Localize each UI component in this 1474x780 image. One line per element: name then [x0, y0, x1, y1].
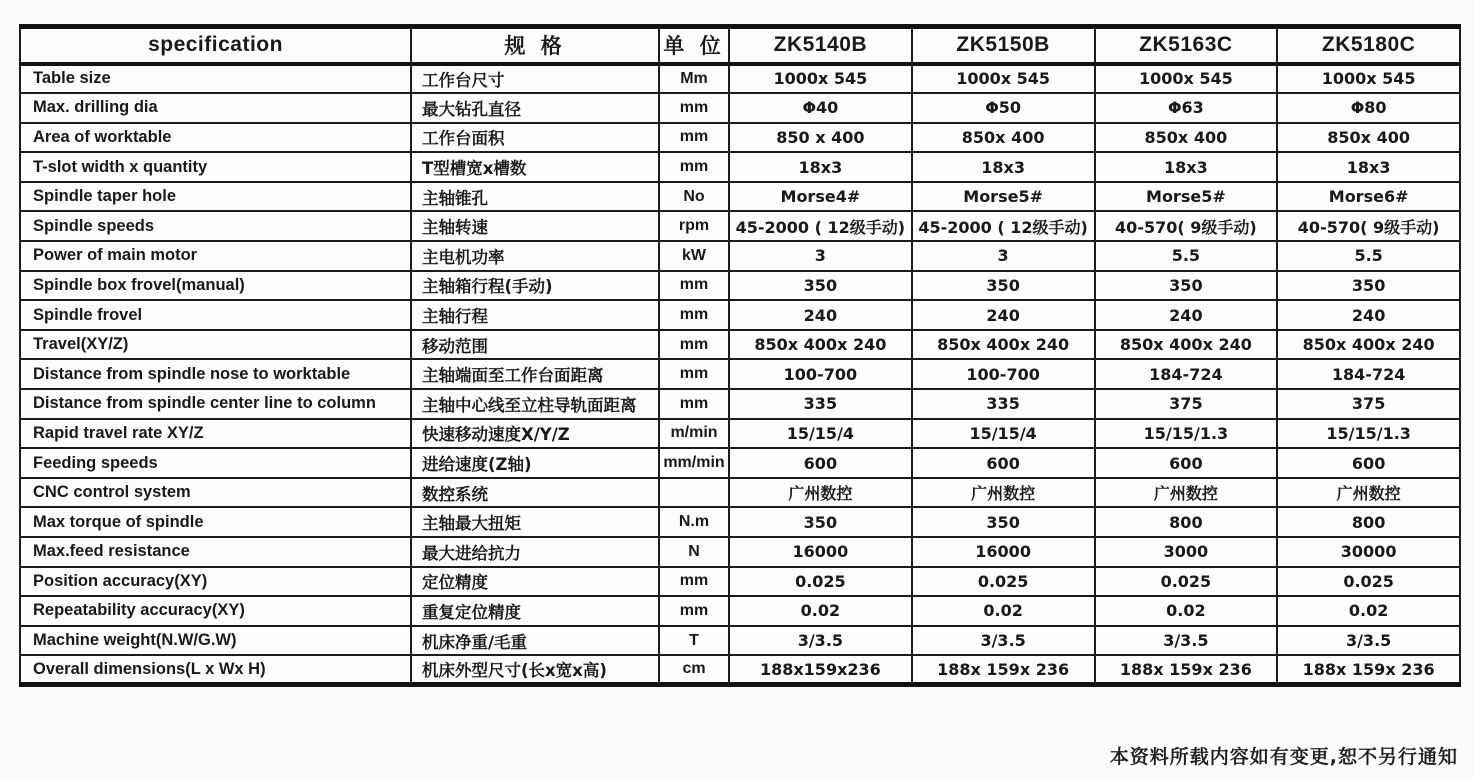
spec-name-en-cell: Max. drilling dia — [20, 93, 411, 123]
unit-cell — [659, 478, 729, 508]
column-header-unit: 单 位 — [659, 27, 729, 64]
column-header-model-1: ZK5140B — [729, 27, 912, 64]
value-cell: 850 x 400 — [729, 123, 912, 153]
value-cell: Φ50 — [912, 93, 1095, 123]
value-cell: 100-700 — [912, 359, 1095, 389]
value-cell: 0.025 — [912, 567, 1095, 597]
value-cell: 18x3 — [1095, 152, 1278, 182]
value-cell: 18x3 — [729, 152, 912, 182]
value-cell: 800 — [1277, 507, 1460, 537]
value-cell: 0.025 — [1277, 567, 1460, 597]
value-cell: Morse4# — [729, 182, 912, 212]
table-header-row — [20, 27, 1460, 64]
value-cell: 350 — [729, 507, 912, 537]
table-row — [20, 211, 1460, 241]
value-cell: 600 — [729, 448, 912, 478]
unit-cell: Mm — [659, 64, 729, 94]
spec-name-cn-cell: 主轴锥孔 — [411, 182, 659, 212]
table-row — [20, 419, 1460, 449]
table-row — [20, 567, 1460, 597]
table-row — [20, 507, 1460, 537]
value-cell: 18x3 — [1277, 152, 1460, 182]
spec-name-cn-cell: 主轴行程 — [411, 300, 659, 330]
spec-name-en-cell: Rapid travel rate XY/Z — [20, 419, 411, 449]
value-cell: 45-2000 ( 12级手动) — [912, 211, 1095, 241]
value-cell: 5.5 — [1277, 241, 1460, 271]
spec-name-en-cell: Machine weight(N.W/G.W) — [20, 626, 411, 656]
spec-name-en-cell: Repeatability accuracy(XY) — [20, 596, 411, 626]
value-cell: 850x 400 — [1277, 123, 1460, 153]
spec-name-cn-cell: 主轴最大扭矩 — [411, 507, 659, 537]
value-cell: 16000 — [729, 537, 912, 567]
table-row — [20, 93, 1460, 123]
table-head — [20, 27, 1460, 64]
value-cell: 广州数控 — [729, 478, 912, 508]
unit-cell: N — [659, 537, 729, 567]
spec-name-cn-cell: 快速移动速度X/Y/Z — [411, 419, 659, 449]
value-cell: 850x 400x 240 — [729, 330, 912, 360]
value-cell: 1000x 545 — [729, 64, 912, 94]
value-cell: 18x3 — [912, 152, 1095, 182]
spec-name-cn-cell: 工作台尺寸 — [411, 64, 659, 94]
value-cell: 15/15/4 — [729, 419, 912, 449]
spec-name-cn-cell: 进给速度(Z轴) — [411, 448, 659, 478]
value-cell: 3 — [729, 241, 912, 271]
value-cell: 850x 400x 240 — [1095, 330, 1278, 360]
value-cell: 850x 400x 240 — [1277, 330, 1460, 360]
spec-name-cn-cell: T型槽宽x槽数 — [411, 152, 659, 182]
specification-table — [19, 24, 1461, 687]
unit-cell: mm — [659, 123, 729, 153]
spec-name-en-cell: Distance from spindle center line to column — [20, 389, 411, 419]
value-cell: 350 — [912, 507, 1095, 537]
unit-cell: mm — [659, 271, 729, 301]
value-cell: 240 — [1277, 300, 1460, 330]
value-cell: Φ40 — [729, 93, 912, 123]
value-cell: 1000x 545 — [912, 64, 1095, 94]
table-row — [20, 389, 1460, 419]
unit-cell: cm — [659, 655, 729, 685]
value-cell: 3 — [912, 241, 1095, 271]
column-header-spec-cn: 规 格 — [411, 27, 659, 64]
table-row — [20, 537, 1460, 567]
spec-name-en-cell: Max torque of spindle — [20, 507, 411, 537]
table-row — [20, 596, 1460, 626]
table-row — [20, 359, 1460, 389]
spec-name-en-cell: Area of worktable — [20, 123, 411, 153]
value-cell: 240 — [1095, 300, 1278, 330]
value-cell: 350 — [1095, 271, 1278, 301]
unit-cell: mm — [659, 330, 729, 360]
table-row — [20, 182, 1460, 212]
spec-name-en-cell: Table size — [20, 64, 411, 94]
unit-cell: kW — [659, 241, 729, 271]
value-cell: 广州数控 — [1277, 478, 1460, 508]
unit-cell: mm — [659, 93, 729, 123]
value-cell: 600 — [912, 448, 1095, 478]
unit-cell: mm — [659, 567, 729, 597]
spec-name-en-cell: Spindle frovel — [20, 300, 411, 330]
column-header-model-3: ZK5163C — [1095, 27, 1278, 64]
spec-name-en-cell: Max.feed resistance — [20, 537, 411, 567]
value-cell: 188x 159x 236 — [912, 655, 1095, 685]
value-cell: 188x 159x 236 — [1095, 655, 1278, 685]
value-cell: 3/3.5 — [912, 626, 1095, 656]
spec-name-cn-cell: 重复定位精度 — [411, 596, 659, 626]
disclaimer-note: 本资料所载内容如有变更,恕不另行通知 — [1109, 746, 1458, 768]
spec-name-cn-cell: 工作台面积 — [411, 123, 659, 153]
value-cell: 45-2000 ( 12级手动) — [729, 211, 912, 241]
value-cell: 15/15/4 — [912, 419, 1095, 449]
spec-name-en-cell: Spindle speeds — [20, 211, 411, 241]
unit-cell: mm — [659, 596, 729, 626]
spec-name-en-cell: Position accuracy(XY) — [20, 567, 411, 597]
value-cell: 0.02 — [912, 596, 1095, 626]
value-cell: 0.025 — [1095, 567, 1278, 597]
spec-name-en-cell: Distance from spindle nose to worktable — [20, 359, 411, 389]
spec-name-cn-cell: 定位精度 — [411, 567, 659, 597]
value-cell: 广州数控 — [1095, 478, 1278, 508]
value-cell: 240 — [729, 300, 912, 330]
value-cell: 335 — [729, 389, 912, 419]
value-cell: Morse5# — [912, 182, 1095, 212]
value-cell: 3/3.5 — [1095, 626, 1278, 656]
unit-cell: N.m — [659, 507, 729, 537]
value-cell: 3000 — [1095, 537, 1278, 567]
unit-cell: rpm — [659, 211, 729, 241]
value-cell: 335 — [912, 389, 1095, 419]
table-row — [20, 626, 1460, 656]
value-cell: 184-724 — [1095, 359, 1278, 389]
value-cell: 3/3.5 — [1277, 626, 1460, 656]
table-row — [20, 64, 1460, 94]
unit-cell: mm/min — [659, 448, 729, 478]
spec-name-cn-cell: 机床外型尺寸(长x宽x高) — [411, 655, 659, 685]
spec-name-cn-cell: 最大钻孔直径 — [411, 93, 659, 123]
table-row — [20, 152, 1460, 182]
value-cell: 850x 400 — [1095, 123, 1278, 153]
value-cell: 40-570( 9级手动) — [1277, 211, 1460, 241]
value-cell: 850x 400 — [912, 123, 1095, 153]
value-cell: 350 — [729, 271, 912, 301]
spec-name-cn-cell: 主轴端面至工作台面距离 — [411, 359, 659, 389]
value-cell: 600 — [1277, 448, 1460, 478]
value-cell: 184-724 — [1277, 359, 1460, 389]
value-cell: Φ63 — [1095, 93, 1278, 123]
spec-name-cn-cell: 机床净重/毛重 — [411, 626, 659, 656]
value-cell: 5.5 — [1095, 241, 1278, 271]
table-row — [20, 478, 1460, 508]
unit-cell: No — [659, 182, 729, 212]
spec-name-cn-cell: 主轴箱行程(手动) — [411, 271, 659, 301]
value-cell: 800 — [1095, 507, 1278, 537]
spec-name-en-cell: CNC control system — [20, 478, 411, 508]
value-cell: 15/15/1.3 — [1277, 419, 1460, 449]
value-cell: 0.02 — [729, 596, 912, 626]
column-header-specification: specification — [20, 27, 411, 64]
unit-cell: mm — [659, 300, 729, 330]
unit-cell: m/min — [659, 419, 729, 449]
value-cell: 0.025 — [729, 567, 912, 597]
unit-cell: mm — [659, 152, 729, 182]
value-cell: 188x159x236 — [729, 655, 912, 685]
value-cell: 375 — [1277, 389, 1460, 419]
value-cell: 1000x 545 — [1095, 64, 1278, 94]
spec-name-en-cell: Feeding speeds — [20, 448, 411, 478]
value-cell: 广州数控 — [912, 478, 1095, 508]
value-cell: 16000 — [912, 537, 1095, 567]
spec-name-en-cell: Spindle box frovel(manual) — [20, 271, 411, 301]
value-cell: 240 — [912, 300, 1095, 330]
value-cell: 350 — [912, 271, 1095, 301]
value-cell: Morse5# — [1095, 182, 1278, 212]
spec-name-en-cell: Overall dimensions(L x Wx H) — [20, 655, 411, 685]
value-cell: 375 — [1095, 389, 1278, 419]
spec-name-en-cell: Travel(XY/Z) — [20, 330, 411, 360]
spec-name-cn-cell: 数控系统 — [411, 478, 659, 508]
spec-name-cn-cell: 主电机功率 — [411, 241, 659, 271]
value-cell: 600 — [1095, 448, 1278, 478]
table-body — [20, 64, 1460, 685]
value-cell: 350 — [1277, 271, 1460, 301]
spec-name-en-cell: Power of main motor — [20, 241, 411, 271]
value-cell: 1000x 545 — [1277, 64, 1460, 94]
value-cell: 100-700 — [729, 359, 912, 389]
spec-name-cn-cell: 最大进给抗力 — [411, 537, 659, 567]
value-cell: 30000 — [1277, 537, 1460, 567]
table-row — [20, 241, 1460, 271]
unit-cell: mm — [659, 359, 729, 389]
spec-name-cn-cell: 主轴转速 — [411, 211, 659, 241]
value-cell: 188x 159x 236 — [1277, 655, 1460, 685]
table-row — [20, 271, 1460, 301]
table-row — [20, 330, 1460, 360]
spec-name-cn-cell: 移动范围 — [411, 330, 659, 360]
table-row — [20, 123, 1460, 153]
value-cell: 15/15/1.3 — [1095, 419, 1278, 449]
value-cell: 3/3.5 — [729, 626, 912, 656]
spec-name-cn-cell: 主轴中心线至立柱导轨面距离 — [411, 389, 659, 419]
column-header-model-4: ZK5180C — [1277, 27, 1460, 64]
value-cell: 40-570( 9级手动) — [1095, 211, 1278, 241]
value-cell: 850x 400x 240 — [912, 330, 1095, 360]
value-cell: Morse6# — [1277, 182, 1460, 212]
table-row — [20, 448, 1460, 478]
table-row — [20, 300, 1460, 330]
unit-cell: mm — [659, 389, 729, 419]
value-cell: 0.02 — [1277, 596, 1460, 626]
value-cell: 0.02 — [1095, 596, 1278, 626]
unit-cell: T — [659, 626, 729, 656]
spec-name-en-cell: T-slot width x quantity — [20, 152, 411, 182]
value-cell: Φ80 — [1277, 93, 1460, 123]
table-row — [20, 655, 1460, 685]
spec-name-en-cell: Spindle taper hole — [20, 182, 411, 212]
column-header-model-2: ZK5150B — [912, 27, 1095, 64]
